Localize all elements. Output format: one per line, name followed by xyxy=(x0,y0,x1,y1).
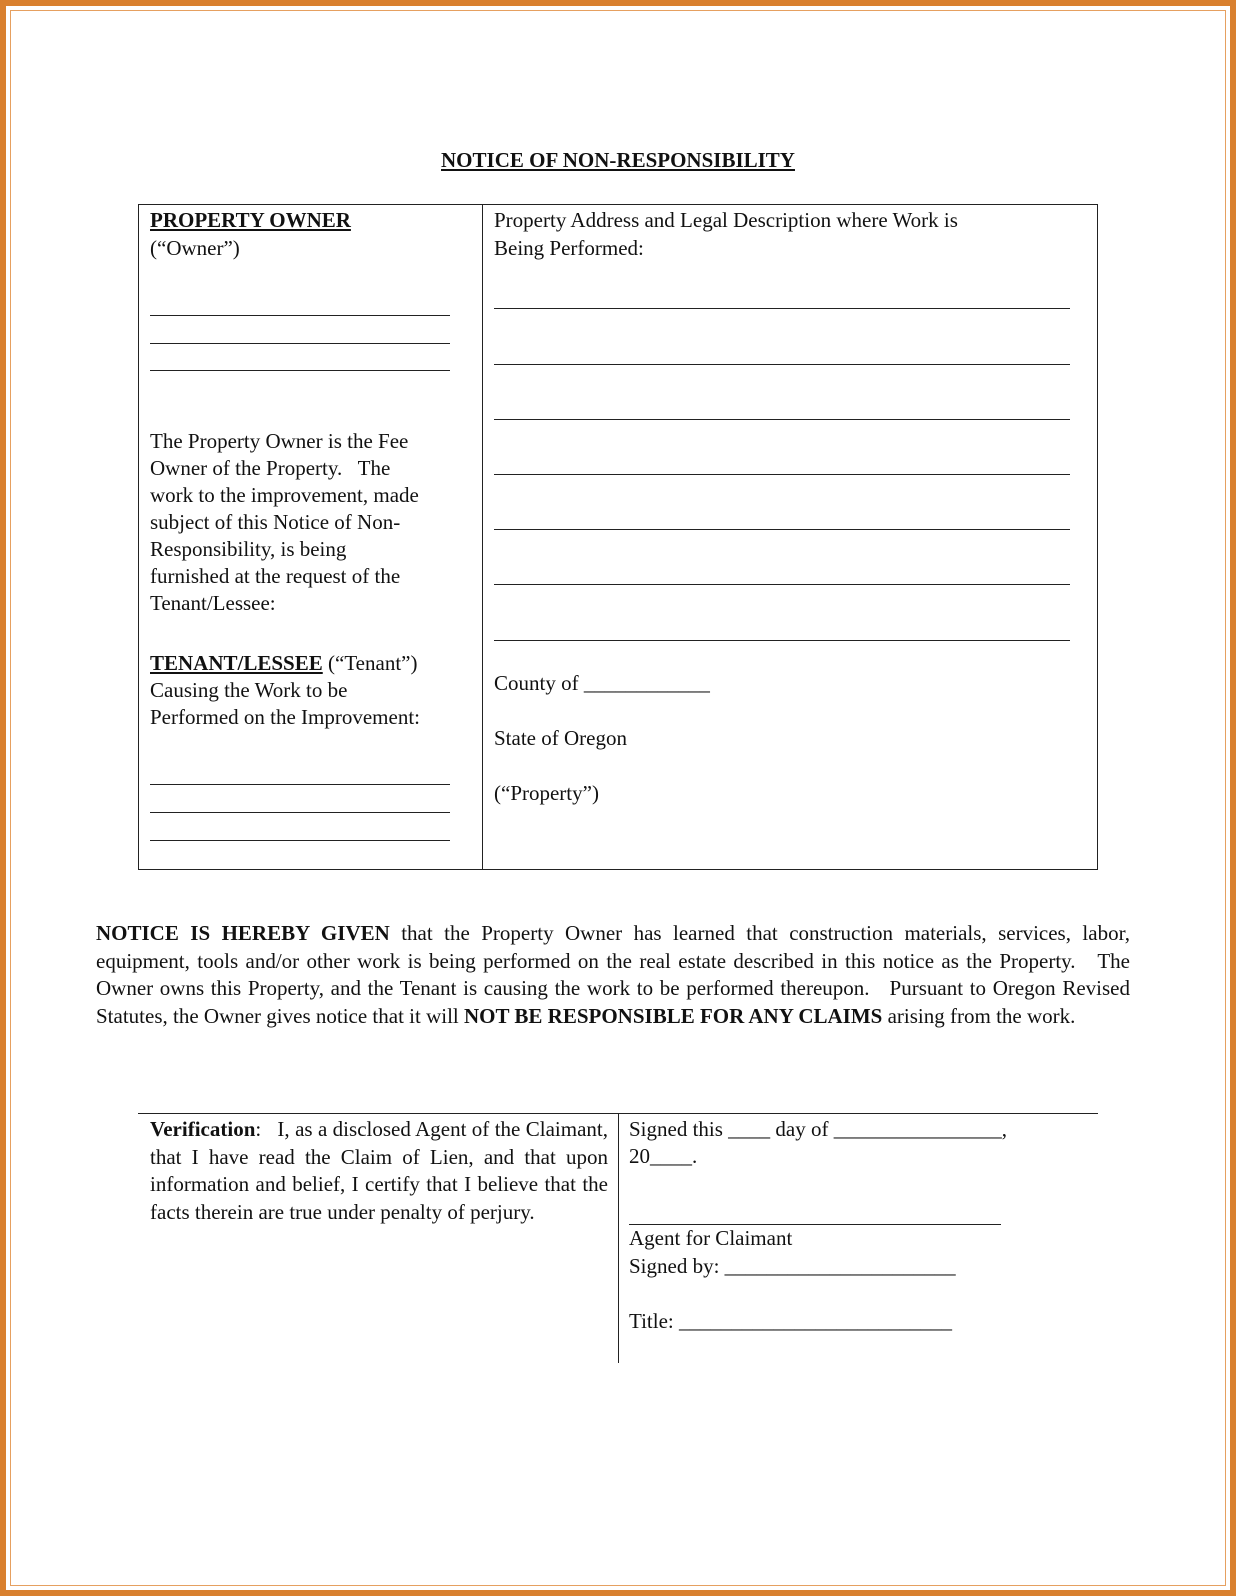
property-line-7[interactable] xyxy=(494,640,1070,641)
owner-heading: PROPERTY OWNER xyxy=(150,208,351,232)
verification-label: Verification xyxy=(150,1117,256,1141)
verification-text xyxy=(150,1116,614,1226)
document-title: NOTICE OF NON-RESPONSIBILITY xyxy=(441,148,795,172)
tenant-line-3[interactable] xyxy=(150,840,450,841)
state-label: State of Oregon xyxy=(494,726,627,750)
signed-by-field[interactable]: Signed by: ______________________ xyxy=(629,1254,956,1278)
owner-line-2[interactable] xyxy=(150,343,450,344)
tenant-heading: TENANT/LESSEE xyxy=(150,651,323,675)
owner-line-1[interactable] xyxy=(150,315,450,316)
tenant-heading-suffix: (“Tenant”) xyxy=(322,651,418,675)
owner-description xyxy=(150,428,419,617)
notice-lead: NOTICE IS HEREBY GIVEN xyxy=(96,921,390,945)
property-line-3[interactable] xyxy=(494,419,1070,420)
owner-desc-line: Tenant/Lessee: xyxy=(150,591,276,615)
verification-body: : I, as a disclosed Agent of the Claimant, that I have read the Claim of Lien, and that upon information and belief, I certify that I believe that the facts therein are true under penalty of perjury. xyxy=(150,1117,614,1224)
owner-line-3[interactable] xyxy=(150,370,450,371)
title-field[interactable]: Title: __________________________ xyxy=(629,1309,952,1333)
property-heading-2: Being Performed: xyxy=(494,236,644,260)
property-label: (“Property”) xyxy=(494,781,599,805)
table-divider xyxy=(482,204,483,870)
signed-this-line[interactable]: Signed this ____ day of ________________, xyxy=(629,1117,1007,1141)
table-top-border xyxy=(138,204,1098,205)
property-line-2[interactable] xyxy=(494,364,1070,365)
property-line-6[interactable] xyxy=(494,584,1070,585)
table-right-border xyxy=(1097,204,1098,870)
tenant-desc-1: Causing the Work to be xyxy=(150,678,348,702)
tenant-line-1[interactable] xyxy=(150,784,450,785)
notice-text-2: arising from the work. xyxy=(882,1003,1076,1028)
tenant-heading-row xyxy=(150,650,417,677)
table-bottom-border xyxy=(138,869,1098,870)
property-line-5[interactable] xyxy=(494,529,1070,530)
signed-year-line[interactable]: 20____. xyxy=(629,1144,698,1168)
property-line-1[interactable] xyxy=(494,308,1070,309)
tenant-desc-2: Performed on the Improvement: xyxy=(150,705,421,729)
owner-desc-line: subject of this Notice of Non- xyxy=(150,510,401,534)
owner-desc-line: Responsibility, is being xyxy=(150,537,347,561)
owner-desc-line: The Property Owner is the Fee xyxy=(150,429,409,453)
property-line-4[interactable] xyxy=(494,474,1070,475)
owner-desc-line: furnished at the request of the xyxy=(150,564,401,588)
table-left-border xyxy=(138,204,139,870)
owner-desc-line: Owner of the Property. The xyxy=(150,456,391,480)
property-heading-1: Property Address and Legal Description where Work is xyxy=(494,208,958,232)
tenant-line-2[interactable] xyxy=(150,812,450,813)
verification-divider xyxy=(618,1113,619,1363)
notice-text-1: that the Property Owner has learned that construction materials, services, labor, equipment, tools and/or other work is being performed on the real estate described in this notice as the Property. The Owner owns this Property, and the Tenant is causing the work to be performed thereupon. Pursuant to Oregon Revised Statutes, the Owner gives notice that it will xyxy=(96,921,1136,1028)
agent-for-claimant: Agent for Claimant xyxy=(629,1226,793,1250)
owner-heading-sub: (“Owner”) xyxy=(150,236,240,260)
owner-desc-line: work to the improvement, made xyxy=(150,483,419,507)
county-field[interactable]: County of ____________ xyxy=(494,671,710,695)
notice-paragraph xyxy=(96,920,1136,1030)
notice-bold-tail: NOT BE RESPONSIBLE FOR ANY CLAIMS xyxy=(464,1003,883,1028)
